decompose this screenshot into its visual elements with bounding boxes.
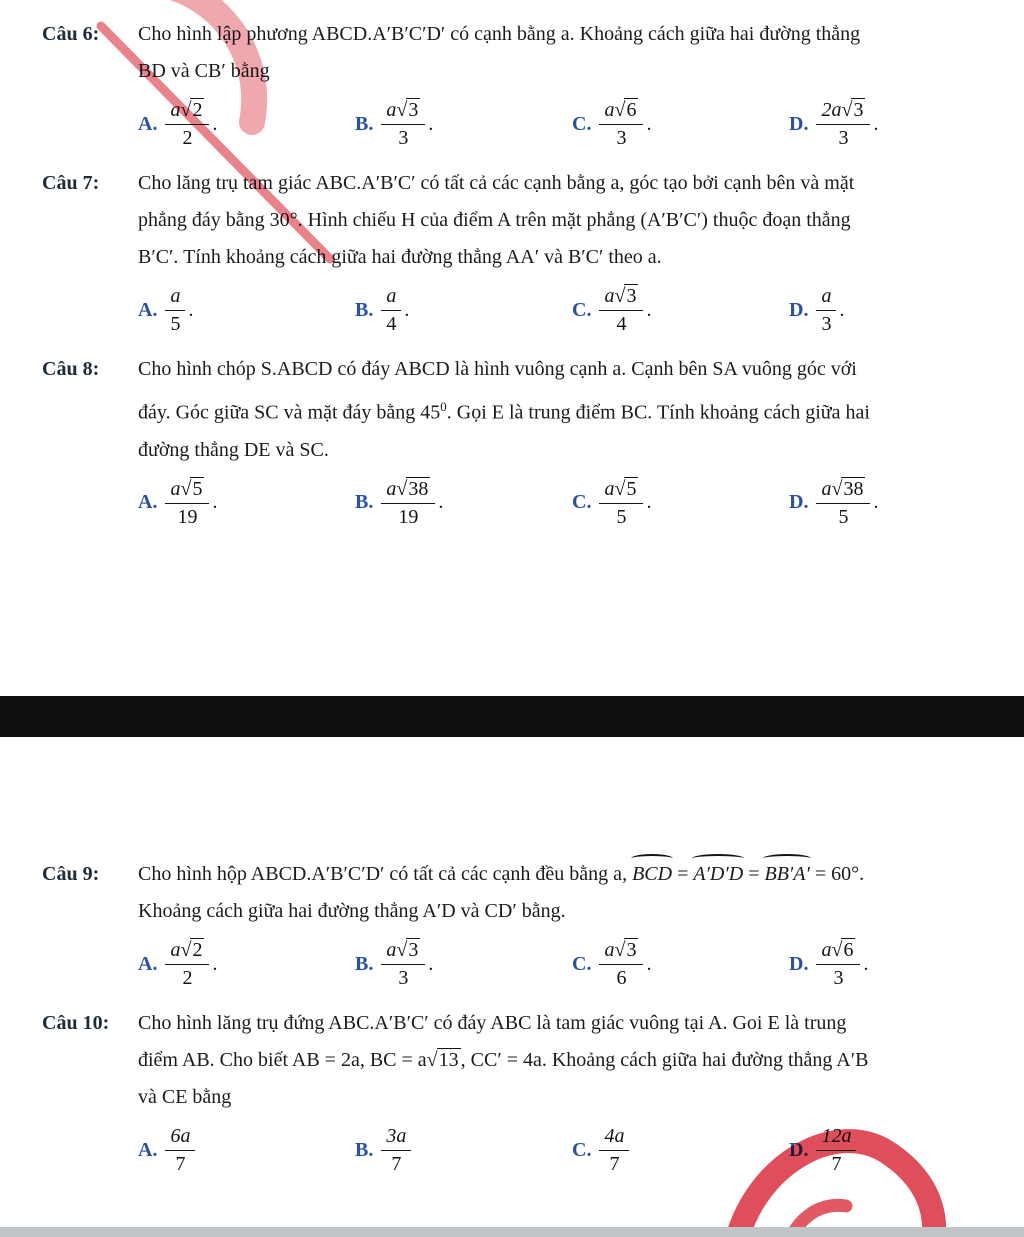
answer-option-d: [789, 938, 868, 990]
answer-option-b: [355, 938, 572, 990]
fraction-denominator: 3: [616, 127, 627, 149]
angle-arc-text: BB′A′: [764, 856, 809, 893]
answer-options-row: [138, 477, 976, 529]
text-segment: Cho hình chóp S.ABCD có đáy ABCD là hình vuông cạnh a. Cạnh bên SA vuông góc với: [138, 358, 857, 380]
text-segment: Cho hình lập phương ABCD.A′B′C′D′ có cạnh bằng a. Khoảng cách giữa hai đường thẳng: [138, 23, 861, 45]
math-variable: a: [170, 477, 181, 500]
fraction-denominator: 4: [616, 313, 627, 335]
question-text-line: [138, 165, 976, 202]
fraction: [599, 477, 643, 529]
fraction-denominator: 19: [398, 505, 419, 528]
question-text-line: [138, 16, 976, 53]
option-letter: A.: [138, 491, 158, 514]
sqrt-expression: [614, 99, 638, 121]
option-letter: D.: [789, 952, 809, 975]
radical-sign: √: [831, 477, 843, 500]
text-segment: , CC′ = 4a. Khoảng cách giữa hai đường thẳng A′B: [460, 1049, 869, 1071]
option-letter: C.: [572, 1138, 592, 1161]
text-segment: = 60°.: [809, 863, 865, 885]
math-variable: a: [821, 285, 832, 307]
bottom-edge-strip: [0, 1227, 1024, 1237]
sqrt-expression: [396, 99, 420, 121]
option-period: .: [428, 112, 434, 135]
radical-sign: √: [396, 99, 408, 121]
fraction: [381, 1124, 411, 1176]
sqrt-expression: [396, 478, 430, 500]
radicand: 3: [408, 939, 419, 961]
option-period: .: [404, 298, 410, 321]
fraction: [816, 477, 870, 529]
radical-sign: √: [614, 939, 626, 961]
fraction: [165, 477, 209, 529]
question-cau-8: [0, 351, 1024, 529]
text-segment: =: [743, 863, 765, 885]
fraction: [165, 98, 209, 150]
option-period: .: [873, 112, 879, 135]
option-letter: C.: [572, 952, 592, 975]
question-number: Câu 8:: [42, 358, 100, 380]
option-letter: A.: [138, 112, 158, 135]
radicand: 3: [626, 939, 637, 961]
answer-option-c: [572, 477, 789, 529]
option-period: .: [188, 298, 194, 321]
option-period: .: [428, 952, 434, 975]
radicand: 38: [843, 477, 864, 500]
radical-sign: √: [841, 99, 853, 121]
fraction-denominator: 5: [170, 313, 181, 335]
option-period: .: [873, 491, 879, 514]
question-text-line: [138, 1042, 976, 1079]
section-top: [0, 16, 1024, 544]
answer-option-b: [355, 284, 572, 336]
question-text-line: [138, 1005, 976, 1042]
fraction-denominator: 19: [177, 505, 198, 528]
fraction-numerator: [381, 284, 401, 311]
option-letter: C.: [572, 112, 592, 135]
fraction-numerator: [381, 938, 425, 965]
answer-option-d: [789, 284, 844, 336]
sqrt-expression: [180, 939, 204, 961]
radical-sign: √: [180, 477, 192, 500]
answer-option-b: [355, 98, 572, 150]
math-variable: a: [170, 285, 181, 307]
answer-option-a: [138, 938, 355, 990]
radicand: 2: [192, 939, 203, 961]
radical-sign: √: [426, 1049, 438, 1071]
radical-sign: √: [614, 477, 626, 500]
question-text-line: [138, 351, 976, 388]
radicand: 38: [408, 477, 429, 500]
option-letter: A.: [138, 952, 158, 975]
math-variable: a: [821, 939, 832, 961]
answer-option-d: [789, 477, 878, 529]
text-segment: phẳng đáy bằng 30°. Hình chiếu H của điểm A trên mặt phẳng (A′B′C′) thuộc đoạn thẳng: [138, 209, 851, 231]
option-period: .: [646, 491, 652, 514]
question-text-line: [138, 1079, 976, 1116]
sqrt-expression: [614, 939, 638, 961]
option-period: .: [646, 298, 652, 321]
fraction-denominator: 5: [616, 505, 627, 528]
fraction-denominator: 3: [398, 967, 409, 989]
question-cau-9: [0, 856, 1024, 990]
fraction-denominator: 7: [831, 1153, 842, 1175]
option-letter: B.: [355, 491, 374, 514]
question-text-line: [138, 202, 976, 239]
option-period: .: [212, 491, 218, 514]
option-letter: D.: [789, 298, 809, 321]
text-segment: Cho hình lăng trụ đứng ABC.A′B′C′ có đáy ABC là tam giác vuông tại A. Goi E là trung: [138, 1012, 847, 1034]
fraction-denominator: 6: [616, 967, 627, 989]
option-period: .: [212, 952, 218, 975]
text-segment: đáy. Góc giữa SC và mặt đáy bằng 45: [138, 401, 441, 424]
radicand: 6: [626, 99, 637, 121]
question-content: [138, 165, 1000, 336]
sqrt-expression: [841, 99, 865, 121]
answer-option-a: [138, 477, 355, 529]
question-number: Câu 10:: [42, 1012, 110, 1034]
fraction-denominator: 2: [182, 127, 193, 149]
radicand: 3: [408, 99, 419, 121]
fraction: [165, 1124, 195, 1176]
angle-arc-text: A′D′D: [693, 856, 743, 893]
fraction-denominator: 2: [182, 967, 193, 989]
question-text-line: [138, 388, 976, 432]
radicand: 5: [626, 477, 637, 500]
sqrt-expression: [180, 478, 204, 500]
question-cau-10: [0, 1005, 1024, 1176]
page-break-bar: [0, 696, 1024, 737]
radicand: 13: [438, 1049, 459, 1071]
answer-option-a: [138, 98, 355, 150]
fraction-numerator: [816, 284, 836, 311]
fraction-numerator: [165, 1124, 195, 1151]
text-segment: B′C′. Tính khoảng cách giữa hai đường thẳng AA′ và B′C′ theo a.: [138, 246, 662, 268]
math-variable: a: [604, 99, 615, 121]
sqrt-expression: [831, 939, 855, 961]
option-letter: D.: [789, 1138, 809, 1161]
fraction-numerator: [165, 477, 209, 504]
math-variable: a: [604, 939, 615, 961]
radical-sign: √: [180, 99, 192, 121]
fraction-denominator: 3: [838, 127, 849, 149]
question-content: [138, 16, 1000, 150]
answer-options-row: [138, 98, 976, 150]
math-variable: a: [386, 939, 397, 961]
radical-sign: √: [614, 285, 626, 307]
option-letter: D.: [789, 112, 809, 135]
math-variable: a: [386, 285, 397, 307]
math-variable: 2a: [821, 99, 842, 121]
fraction: [599, 284, 643, 336]
radicand: 6: [843, 939, 854, 961]
sqrt-expression: [396, 939, 420, 961]
fraction-denominator: 3: [821, 313, 832, 335]
fraction-denominator: 4: [386, 313, 397, 335]
fraction-numerator: [165, 938, 209, 965]
radical-sign: √: [396, 939, 408, 961]
fraction-numerator: [816, 1124, 856, 1151]
fraction-numerator: [816, 98, 870, 125]
question-text-line: [138, 53, 976, 90]
option-letter: D.: [789, 491, 809, 514]
question-text-line: [138, 432, 976, 469]
option-letter: A.: [138, 298, 158, 321]
text-segment: điểm AB. Cho biết AB = 2a, BC = a: [138, 1049, 427, 1071]
fraction-numerator: [165, 284, 185, 311]
fraction: [816, 284, 836, 336]
fraction: [381, 477, 435, 529]
math-variable: a: [170, 939, 181, 961]
fraction: [816, 98, 870, 150]
question-text-line: [138, 856, 976, 893]
question-cau-6: [0, 16, 1024, 150]
question-text-line: [138, 893, 976, 930]
fraction: [816, 1124, 856, 1176]
answer-option-d: [789, 1124, 856, 1176]
answer-options-row: [138, 938, 976, 990]
fraction-numerator: [599, 938, 643, 965]
math-variable: a: [604, 285, 615, 307]
question-text-line: [138, 239, 976, 276]
fraction-numerator: [599, 98, 643, 125]
math-variable: a: [386, 99, 397, 121]
fraction-numerator: [599, 477, 643, 504]
option-letter: A.: [138, 1138, 158, 1161]
fraction-denominator: 5: [838, 505, 849, 528]
fraction-numerator: [599, 1124, 629, 1151]
answer-option-c: [572, 98, 789, 150]
sqrt-expression: [614, 285, 638, 307]
answer-options-row: [138, 1124, 976, 1176]
radicand: 2: [192, 99, 203, 121]
fraction-numerator: [381, 98, 425, 125]
option-period: .: [863, 952, 869, 975]
fraction-denominator: 3: [833, 967, 844, 989]
option-letter: B.: [355, 298, 374, 321]
fraction: [381, 284, 401, 336]
fraction-numerator: [816, 477, 870, 504]
option-letter: B.: [355, 112, 374, 135]
math-variable: 6a: [170, 1125, 191, 1147]
answer-option-a: [138, 284, 355, 336]
fraction-denominator: 7: [175, 1153, 186, 1175]
sqrt-expression: [180, 99, 204, 121]
answer-option-b: [355, 477, 572, 529]
math-variable: a: [604, 477, 615, 500]
text-segment: BD và CB′ bằng: [138, 60, 270, 82]
math-variable: 4a: [604, 1125, 625, 1147]
answer-option-c: [572, 284, 789, 336]
answer-option-c: [572, 1124, 789, 1176]
math-variable: 3a: [386, 1125, 407, 1147]
fraction-denominator: 3: [398, 127, 409, 149]
option-period: .: [212, 112, 218, 135]
angle-arc-text: BCD: [632, 856, 672, 893]
fraction: [599, 98, 643, 150]
text-segment: Khoảng cách giữa hai đường thẳng A′D và CD′ bằng.: [138, 900, 566, 922]
question-content: [138, 1005, 1000, 1176]
fraction: [381, 938, 425, 990]
question-content: [138, 856, 1000, 990]
fraction: [599, 938, 643, 990]
question-cau-7: [0, 165, 1024, 336]
math-variable: 12a: [821, 1125, 852, 1147]
text-segment: Cho hình hộp ABCD.A′B′C′D′ có tất cả các cạnh đều bằng a,: [138, 863, 633, 885]
answer-option-a: [138, 1124, 355, 1176]
radical-sign: √: [831, 939, 843, 961]
sqrt-expression: [831, 478, 865, 500]
fraction-numerator: [381, 1124, 411, 1151]
radical-sign: √: [396, 477, 408, 500]
radical-sign: √: [614, 99, 626, 121]
option-period: .: [646, 952, 652, 975]
radicand: 3: [853, 99, 864, 121]
fraction-numerator: [165, 98, 209, 125]
answer-option-d: [789, 98, 878, 150]
radicand: 5: [192, 477, 203, 500]
sqrt-expression: [427, 1049, 461, 1071]
fraction-numerator: [816, 938, 860, 965]
fraction: [165, 284, 185, 336]
text-segment: Cho lăng trụ tam giác ABC.A′B′C′ có tất cả các cạnh bằng a, góc tạo bởi cạnh bên và mặt: [138, 172, 855, 194]
answer-options-row: [138, 284, 976, 336]
option-period: .: [438, 491, 444, 514]
fraction-denominator: 7: [391, 1153, 402, 1175]
question-number: Câu 9:: [42, 863, 100, 885]
fraction: [599, 1124, 629, 1176]
question-number: Câu 7:: [42, 172, 100, 194]
radicand: 3: [626, 285, 637, 307]
answer-option-c: [572, 938, 789, 990]
option-letter: B.: [355, 1138, 374, 1161]
math-variable: a: [170, 99, 181, 121]
text-segment: đường thẳng DE và SC.: [138, 438, 329, 461]
radical-sign: √: [180, 939, 192, 961]
option-period: .: [646, 112, 652, 135]
text-segment: =: [672, 863, 694, 885]
question-content: [138, 351, 1000, 529]
superscript: 0: [440, 399, 447, 414]
option-letter: C.: [572, 491, 592, 514]
sqrt-expression: [614, 478, 638, 500]
math-variable: a: [386, 477, 397, 500]
fraction-denominator: 7: [609, 1153, 620, 1175]
option-period: .: [839, 298, 845, 321]
math-variable: a: [821, 477, 832, 500]
question-number: Câu 6:: [42, 23, 100, 45]
answer-option-b: [355, 1124, 572, 1176]
fraction: [816, 938, 860, 990]
fraction-numerator: [599, 284, 643, 311]
fraction: [165, 938, 209, 990]
section-bottom: [0, 856, 1024, 1191]
fraction: [381, 98, 425, 150]
option-letter: B.: [355, 952, 374, 975]
fraction-numerator: [381, 477, 435, 504]
option-letter: C.: [572, 298, 592, 321]
text-segment: và CE bằng: [138, 1086, 232, 1108]
text-segment: . Gọi E là trung điểm BC. Tính khoảng cách giữa hai: [446, 401, 870, 424]
